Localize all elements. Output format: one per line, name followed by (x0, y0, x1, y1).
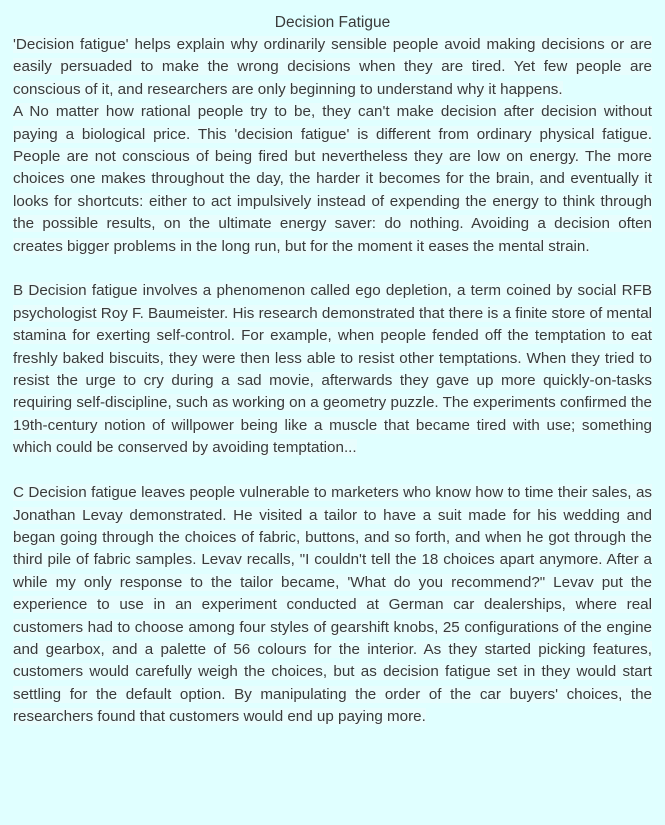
paragraph-c (13, 482, 652, 728)
paragraph-b-text: B Decision fatigue involves a phenomenon called ego depletion, a term coined by social RFB psychologist Roy F. Baumeister. His research demonstrated that there is a finite store of mental stamina for exerting self-control. For example, when people fended off the temptation to eat freshly baked biscuits, they were then less able to resist other temptations. When they tried to resist the urge to cry during a sad movie, afterwards they gave up more quickly-on-tasks requiring self-discipline, such as working on a geometry puzzle. The experiments confirmed the 19th-century notion of willpower being like a muscle that became tired with use; something which could be conserved by avoiding temptation... (13, 282, 653, 457)
paragraph-c-text: C Decision fatigue leaves people vulnerable to marketers who know how to time their sales, as Jonathan Levay demonstrated. He visited a tailor to have a suit made for his wedding and began going through the choices of fabric, buttons, and so forth, and when he got through the third pile of fabric samples. Levav recalls, "I couldn't tell the 18 choices apart anymore. After a while my only response to the tailor became, 'What do you recommend?" Levav put the experience to use in an experiment conducted at German car dealerships, where real customers had to choose among four styles of gearshift knobs, 25 configurations of the engine and gearbox, and a palette of 56 colours for the interior. As they started picking features, customers would carefully weigh the choices, but as decision fatigue set in they would start settling for the default option. By manipulating the order of the car buyers' choices, the researchers found that customers would end up paying more. (13, 484, 652, 726)
intro-paragraph (13, 34, 652, 101)
intro-text: 'Decision fatigue' helps explain why ordinarily sensible people avoid making decisions or are easily persuaded to make the wrong decisions when they are tired. Yet few people are conscious of it, and researchers are only beginning to understand why it happens. (13, 36, 652, 98)
paragraph-spacer (13, 460, 652, 482)
paragraph-a-text: A No matter how rational people try to be, they can't make decision after decision without paying a biological price. This 'decision fatigue' is different from ordinary physical fatigue. People are not conscious of being fired but nevertheless they are low on energy. The more choices one makes throughout the day, the harder it becomes for the brain, and eventually it looks for shortcuts: either to act impulsively instead of expending the energy to think through the possible results, on the ultimate energy saver: do nothing. Avoiding a decision often creates bigger problems in the long run, but for the moment it eases the mental strain. (13, 103, 652, 255)
paragraph-a (13, 101, 652, 258)
paragraph-spacer (13, 258, 652, 280)
document-title: Decision Fatigue (274, 14, 391, 31)
paragraph-b (13, 280, 652, 459)
